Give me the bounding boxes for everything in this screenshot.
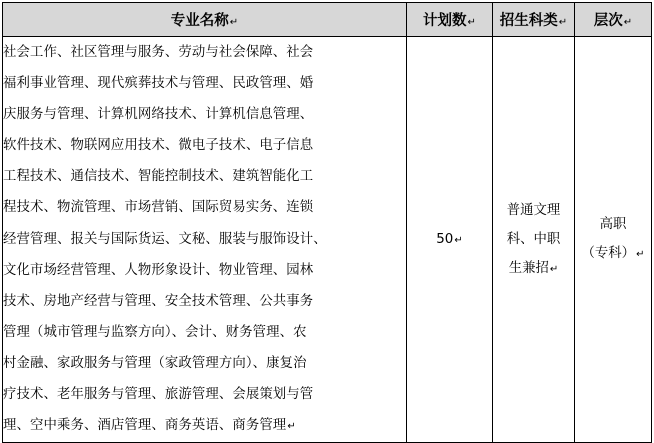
header-subject: 招生科类↵: [493, 3, 575, 37]
level-line-last: （专科）↵: [581, 246, 645, 262]
subject-line: 普通文理: [506, 202, 561, 218]
paragraph-mark-icon: ↵: [549, 263, 559, 275]
subject-line-last: 生兼招↵: [508, 260, 559, 276]
majors-cell: [3, 37, 407, 443]
plan-count-cell: [407, 37, 493, 443]
paragraph-mark-icon: ↵: [623, 17, 633, 28]
majors-line: 管理（城市管理与监察方向）、会计、财务管理、农: [3, 324, 307, 340]
subject-line: 科、中职: [506, 231, 561, 247]
majors-line: 社会工作、社区管理与服务、劳动与社会保障、社会: [3, 45, 314, 60]
subject-cell: [493, 37, 575, 443]
majors-line: 软件技术、物联网应用技术、微电子技术、电子信息: [3, 138, 314, 154]
majors-line: 技术、房地产经营与管理、安全技术管理、公共事务: [3, 293, 314, 309]
paragraph-mark-icon: ↵: [454, 234, 463, 246]
majors-line: 福利事业管理、现代殡葬技术与管理、民政管理、婚: [3, 76, 314, 92]
admission-plan-table: [2, 2, 652, 443]
table-row: [3, 37, 652, 443]
header-plan-count: 计划数↵: [407, 3, 493, 37]
plan-count-value: 50: [436, 231, 454, 247]
level-cell: [575, 37, 652, 443]
majors-line: 疗技术、老年服务与管理、旅游管理、会展策划与管: [3, 387, 314, 403]
majors-line: 程技术、物流管理、市场营销、国际贸易实务、连锁: [3, 200, 314, 216]
paragraph-mark-icon: ↵: [467, 17, 476, 28]
paragraph-mark-icon: ↵: [287, 421, 296, 433]
majors-line: 村金融、家政服务与管理（家政管理方向）、康复治: [3, 355, 307, 371]
paragraph-mark-icon: ↵: [229, 17, 239, 28]
majors-line: 工程技术、通信技术、智能控制技术、建筑智能化工: [3, 169, 314, 185]
header-level: 层次↵: [575, 3, 652, 37]
majors-line: 庆服务与管理、计算机网络技术、计算机信息管理、: [3, 107, 314, 123]
majors-line-last: 理、空中乘务、酒店管理、商务英语、商务管理↵: [3, 418, 296, 434]
paragraph-mark-icon: ↵: [636, 249, 645, 261]
level-line: 高职: [599, 217, 627, 233]
majors-line: 经营管理、报关与国际货运、文秘、服装与服饰设计、: [3, 231, 327, 247]
paragraph-mark-icon: ↵: [558, 17, 568, 28]
header-major-name: 专业名称↵: [3, 3, 407, 37]
majors-line: 文化市场经营管理、人物形象设计、物业管理、园林: [3, 262, 314, 278]
table-header-row: [3, 3, 652, 37]
